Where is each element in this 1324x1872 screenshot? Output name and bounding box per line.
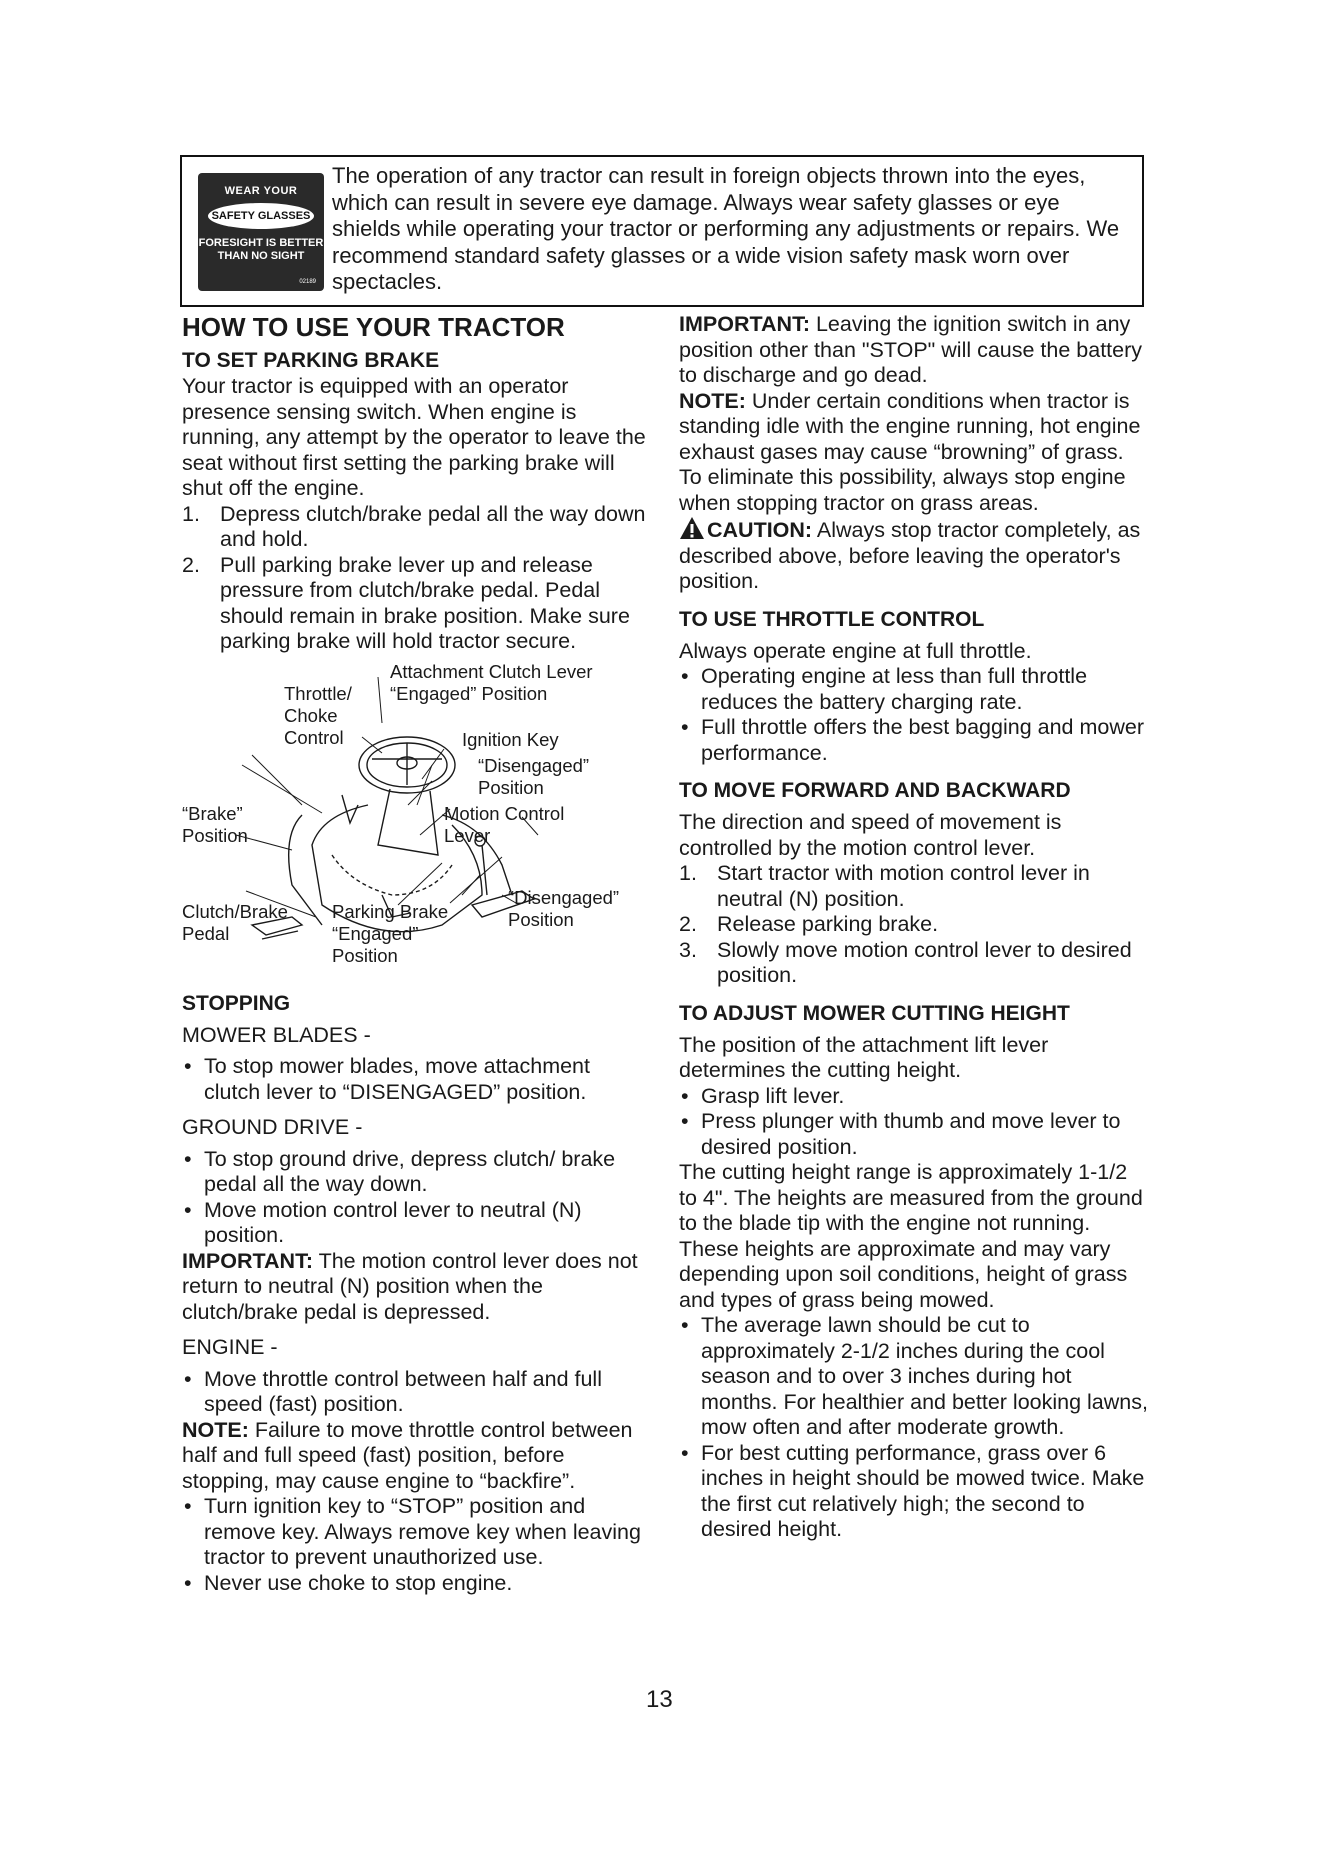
mower-blades-list (182, 1054, 652, 1105)
clutch-brake-pedal-label: Clutch/Brake Pedal (182, 900, 288, 944)
list-item: • Move throttle control between half and full speed (fast) position. (182, 1367, 652, 1418)
list-item: • Grasp lift lever. (679, 1084, 1149, 1110)
engine-list (182, 1367, 652, 1418)
list-item: 1. Depress clutch/brake pedal all the way down and hold. (182, 501, 646, 551)
ground-drive-label: GROUND DRIVE - (182, 1115, 363, 1139)
warning-text: The operation of any tractor can result in foreign objects thrown into the eyes, which can result in severe eye damage. Always wear safety glasses or eye shields while operating your tractor or performing any adjustments or repairs. We recommend standard safety glasses or a wide vision safety mask worn over spectacles. (332, 163, 1120, 294)
stopping-heading: STOPPING (182, 991, 291, 1015)
throttle-intro: Always operate engine at full throttle. (679, 638, 1032, 663)
move-intro: The direction and speed of movement is controlled by the motion control lever. (679, 810, 1062, 860)
note-backfire: NOTE: Failure to move throttle control between half and full speed (fast) position, before stopping, may cause engine to “backfire”. (182, 1417, 633, 1493)
list-item: • Turn ignition key to “STOP” position and remove key. Always remove key when leaving tractor to prevent unauthorized use. (182, 1494, 652, 1571)
mower-blades-label: MOWER BLADES - (182, 1022, 371, 1047)
ignition-key-label: Ignition Key (462, 728, 559, 750)
list-item: • Move motion control lever to neutral (N) position. (182, 1198, 652, 1249)
throttle-choke-label: Throttle/ Choke Control (284, 682, 352, 748)
throttle-heading: TO USE THROTTLE CONTROL (679, 607, 985, 631)
safety-glasses-warning-box (180, 155, 1144, 307)
list-item: • Never use choke to stop engine. (182, 1571, 652, 1597)
list-item: • Operating engine at less than full throttle reduces the battery charging rate. (679, 664, 1149, 715)
cutting-height-heading: TO ADJUST MOWER CUTTING HEIGHT (679, 1001, 1070, 1025)
section-title: HOW TO USE YOUR TRACTOR (182, 312, 565, 342)
safety-glasses-badge-icon: WEAR YOUR SAFETY GLASSES FORESIGHT IS BETTER THAN NO SIGHT 02189 (198, 173, 324, 291)
page-number: 13 (646, 1686, 673, 1713)
ground-drive-list (182, 1147, 652, 1249)
disengaged-position-label: “Disengaged” Position (508, 886, 620, 930)
ignition-disengaged-label: “Disengaged” Position (478, 754, 590, 798)
caution-triangle-icon (679, 516, 705, 540)
parking-brake-label: Parking Brake “Engaged” Position (332, 900, 449, 966)
list-item: • Press plunger with thumb and move lever to desired position. (679, 1109, 1149, 1160)
right-column (679, 312, 1149, 1543)
motion-control-label: Motion Control Lever (444, 802, 565, 846)
parking-brake-intro: Your tractor is equipped with an operator presence sensing switch. When engine is running, any attempt by the operator to leave the seat without first setting the parking brake will shut off the engine. (182, 374, 646, 500)
list-item: • For best cutting performance, grass over 6 inches in height should be mowed twice. Make the first cut relatively high; the second to desired height. (679, 1441, 1149, 1543)
cutting-list-2 (679, 1313, 1149, 1543)
list-item: 3. Slowly move motion control lever to desired position. (679, 937, 1132, 987)
note-browning: NOTE: Under certain conditions when tractor is standing idle with the engine running, hot engine exhaust gases may cause “browning” of grass. To eliminate this possibility, always stop engine when stopping tractor on grass areas. (679, 388, 1141, 515)
parking-brake-heading: TO SET PARKING BRAKE (182, 349, 440, 372)
move-steps (679, 861, 1149, 989)
important-ignition: IMPORTANT: Leaving the ignition switch in any position other than "STOP" will cause the battery to discharge and go dead. (679, 312, 1143, 387)
throttle-list (679, 664, 1149, 766)
important-note-motion: IMPORTANT: The motion control lever does not return to neutral (N) position when the clutch/brake pedal is depressed. (182, 1248, 638, 1324)
cutting-list-1 (679, 1084, 1149, 1161)
list-item: 2. Pull parking brake lever up and release pressure from clutch/brake pedal. Pedal should remain in brake position. Make sure parking brake will hold tractor secure. (182, 552, 630, 653)
move-heading: TO MOVE FORWARD AND BACKWARD (679, 779, 1071, 802)
parking-brake-steps (182, 502, 652, 655)
left-column (182, 312, 652, 1596)
list-item: • To stop mower blades, move attachment clutch lever to “DISENGAGED” position. (182, 1054, 652, 1105)
brake-position-label: “Brake” Position (182, 802, 248, 846)
list-item: 2. Release parking brake. (679, 912, 939, 936)
final-stop-list (182, 1494, 652, 1596)
cutting-intro: The position of the attachment lift lever determines the cutting height. (679, 1032, 1049, 1082)
list-item: • To stop ground drive, depress clutch/ brake pedal all the way down. (182, 1147, 652, 1198)
list-item: • The average lawn should be cut to approximately 2-1/2 inches during the cool season and to over 3 inches during hot months. For healthier and better looking lawns, mow often and after moderate growth. (679, 1313, 1149, 1441)
attachment-clutch-label: Attachment Clutch Lever “Engaged” Position (390, 660, 593, 704)
engine-label: ENGINE - (182, 1335, 278, 1359)
cutting-range-text: The cutting height range is approximately 1-1/2 to 4". The heights are measured from the ground to the blade tip with the engine not running. These heights are approximate and may vary depending upon soil conditions, height of grass and types of grass being mowed. (679, 1160, 1143, 1312)
list-item: • Full throttle offers the best bagging and mower performance. (679, 715, 1149, 766)
caution-stop-tractor: CAUTION: Always stop tractor completely, as described above, before leaving the operator's position. (679, 518, 1141, 593)
list-item: 1. Start tractor with motion control lever in neutral (N) position. (679, 861, 1090, 911)
tractor-controls-diagram (182, 655, 652, 991)
